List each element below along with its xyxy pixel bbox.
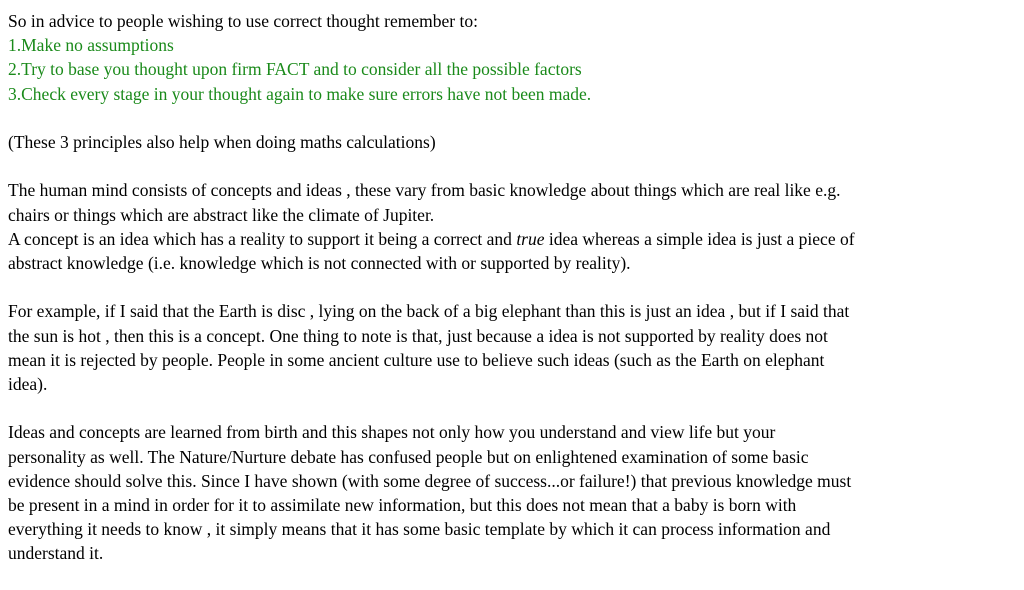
paragraph-line: idea). <box>8 374 48 394</box>
principles-note: (These 3 principles also help when doing maths calculations) <box>8 132 436 152</box>
paragraph-mind <box>8 178 1020 275</box>
paragraph-line: abstract knowledge (i.e. knowledge which is not connected with or supported by reality). <box>8 253 631 273</box>
paragraph-line: Ideas and concepts are learned from birth and this shapes not only how you understand and view life but your <box>8 422 776 443</box>
paragraph-line: everything it needs to know , it simply means that it has some basic template by which it can process information and <box>8 519 831 540</box>
paragraph-line: For example, if I said that the Earth is disc , lying on the back of a big elephant than this is just an idea , but if I said that <box>8 301 850 322</box>
paragraph-line: mean it is rejected by people. People in some ancient culture use to believe such ideas (such as the Earth on elephant <box>8 349 825 370</box>
principle-1: 1.Make no assumptions <box>8 35 174 56</box>
paragraph-line: personality as well. The Nature/Nurture debate has confused people but on enlightened examination of some basic <box>8 446 809 467</box>
paragraph-ideas <box>8 420 1020 565</box>
spacer <box>8 154 1020 178</box>
principle-2: 2.Try to base you thought upon firm FACT and to consider all the possible factors <box>8 59 582 80</box>
intro-line: So in advice to people wishing to use correct thought remember to: <box>8 11 478 31</box>
paragraph-line <box>8 227 1020 251</box>
paragraph-example <box>8 299 1020 396</box>
paragraph-line: understand it. <box>8 543 104 564</box>
italic-word: true <box>516 228 545 249</box>
paragraph-line: the sun is hot , then this is a concept. One thing to note is that, just because a idea is not supported by reality does not <box>8 325 828 346</box>
spacer <box>8 106 1020 130</box>
principle-3: 3.Check every stage in your thought again to make sure errors have not been made. <box>8 83 592 104</box>
document-body <box>8 9 1020 566</box>
spacer <box>8 275 1020 299</box>
paragraph-line: be present in a mind in order for it to assimilate new information, but this does not mean that a baby is born with <box>8 495 797 515</box>
paragraph-line: The human mind consists of concepts and ideas , these vary from basic knowledge about things which are real like e.g. <box>8 180 841 201</box>
paragraph-line: evidence should solve this. Since I have shown (with some degree of success...or failure!) that previous knowledge must <box>8 470 852 491</box>
spacer <box>8 396 1020 420</box>
text-run: idea whereas a simple idea is just a piece of <box>544 228 855 249</box>
paragraph-line: chairs or things which are abstract like the climate of Jupiter. <box>8 204 435 225</box>
text-run: A concept is an idea which has a reality to support it being a correct and <box>8 228 517 249</box>
